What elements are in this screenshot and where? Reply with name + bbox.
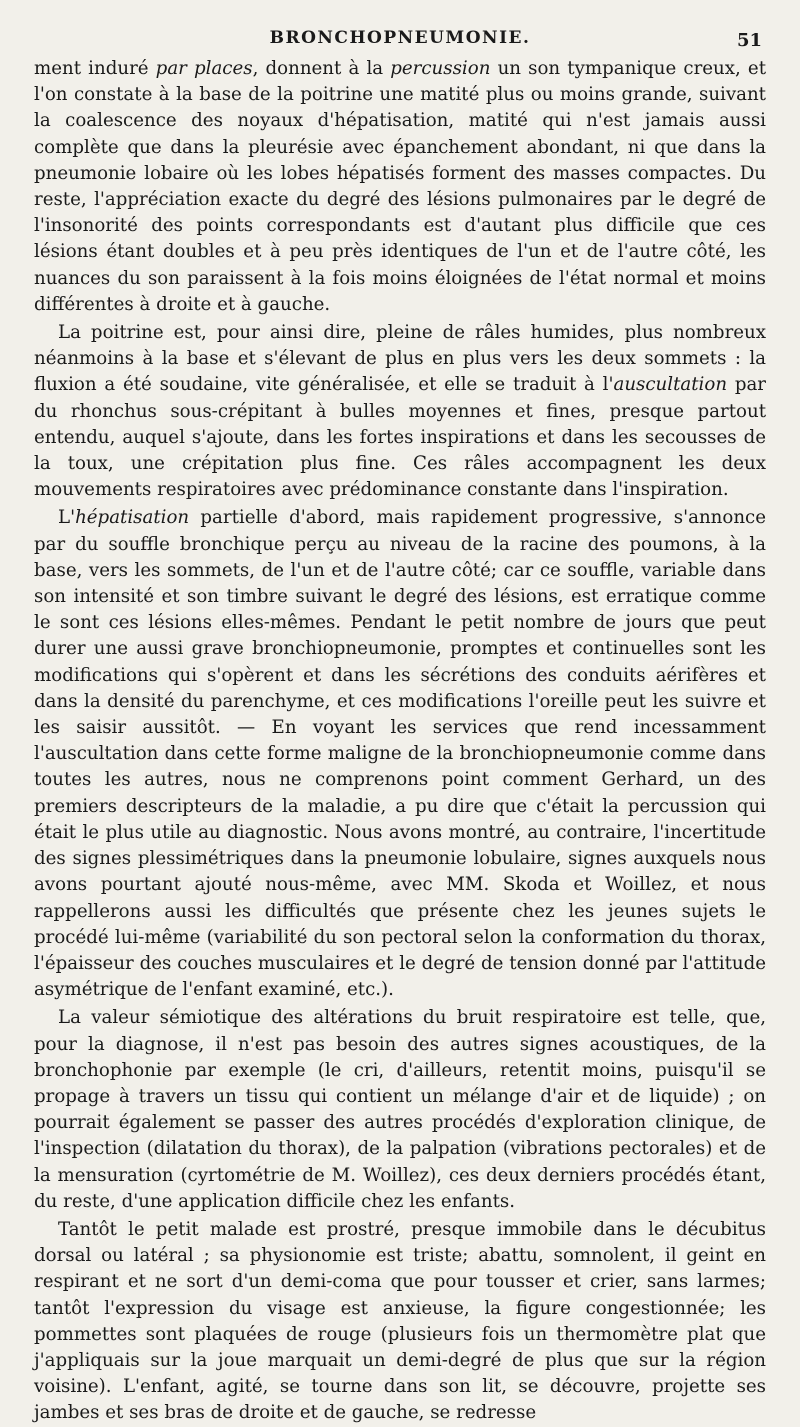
text-run: La valeur sémiotique des altérations du bruit respiratoire est telle, que, pour la diagnose, il n'est pas besoin des autres signes acoustiques, de la bronchophonie par exemple (le cri, d'ailleurs, retentit moins, puisqu'il se propage à travers un tissu qui contient un mélange d'air et de liquide) ; on pourrait également se passer des autres procédés d'exploration clinique, de l'inspection (dilatation du thorax), de la palpation (vibrations pectorales) et de la mensuration (cyrtométrie de M. Woillez), ces deux derniers procédés étant, du reste, d'une application difficile chez les enfants. — [34, 1007, 766, 1212]
text-run: partielle d'abord, mais rapidement progressive, s'annonce par du souffle bronchique perçu au niveau de la racine des poumons, à la base, vers les sommets, de l'un et de l'autre côté; car ce souffle, variable dans son intensité et son timbre suivant le degré des lésions, est erratique comme le sont ces lésions elles-mêmes. Pendant le petit nombre de jours que peut durer une aussi grave bronchiopneumonie, promptes et continuelles sont les modifications qui s'opèrent et dans les sécrétions des conduits aérifères et dans la densité du parenchyme, et ces modifications l'oreille peut les suivre et les saisir aussitôt. — En voyant les services que rend incessamment l'auscultation dans cette forme maligne de la bronchiopneumonie comme dans toutes les autres, nous ne comprenons point comment Gerhard, un des premiers descripteurs de la maladie, a pu dire que c'était la percussion qui était le plus utile au diagnostic. Nous avons montré, au contraire, l'incertitude des signes plessimétriques dans la pneumonie lobulaire, signes auxquels nous avons pourtant ajouté nous-même, avec MM. Skoda et Woillez, et nous rappellerons aussi les difficultés que présente chez les jeunes sujets le procédé lui-même (variabilité du son pectoral selon la conformation du thorax, l'épaisseur des couches musculaires et le degré de tension donné par l'attitude asymétrique de l'enfant examiné, etc.). — [34, 507, 766, 1001]
page-body — [34, 56, 766, 1427]
text-run: Tantôt le petit malade est prostré, presque immobile dans le décubitus dorsal ou latéral ; sa physionomie est triste; abattu, somnolent, il geint en respirant et ne sort d'un demi-coma que pour tousser et crier, sans larmes; tantôt l'expression du visage est anxieuse, la figure congestionnée; les pommettes sont plaquées de rouge (plusieurs fois un thermomètre plat que j'appliquais sur la joue marquait un demi-degré de plus que sur la région voisine). L'enfant, agité, se tourne dans son lit, se découvre, projette ses jambes et ses bras de droite et de gauche, se redresse — [34, 1218, 766, 1424]
running-title: BRONCHOPNEUMONIE. — [269, 28, 531, 48]
paragraph — [34, 320, 766, 503]
paragraph — [34, 1217, 766, 1427]
text-run: L' — [58, 507, 76, 529]
italic-text: auscultation — [613, 374, 728, 396]
page-number: 51 — [736, 30, 762, 51]
text-run: , donnent à la — [252, 58, 391, 79]
text-run: ment induré — [34, 58, 156, 79]
paragraph — [34, 56, 766, 318]
text-run: par du rhonchus sous-crépitant à bulles moyennes et fines, presque partout entendu, auquel s'ajoute, dans les fortes inspirations et dans les secousses de la toux, une crépitation plus fine. Ces râles accompagnent les deux mouvements respiratoires avec prédominance constante dans l'inspiration. — [34, 374, 766, 501]
paragraph — [34, 1005, 766, 1215]
italic-text: hépatisation — [75, 507, 190, 529]
italic-text: par places — [155, 58, 253, 79]
text-run: La poitrine est, pour ainsi dire, pleine de râles humides, plus nombreux néanmoins à la base et s'élevant de plus en plus vers les deux sommets : la fluxion a été soudaine, vite généralisée, et elle se traduit à l' — [34, 322, 766, 396]
text-run: un son tympanique creux, et l'on constate à la base de la poitrine une matité plus ou moins grande, suivant la coalescence des noyaux d'hépatisation, matité qui n'est jamais aussi complète que dans la pleurésie avec épanchement abondant, ni que dans la pneumonie lobaire où les lobes hépatisés forment des masses compactes. Du reste, l'appréciation exacte du degré des lésions pulmonaires par le degré de l'insonorité des points correspondants est d'autant plus difficile que ces lésions étant doubles et à peu près identiques de l'un et de l'autre côté, les nuances du son paraissent à la fois moins éloignées de l'état normal et moins différentes à droite et à gauche. — [34, 58, 767, 315]
paragraph — [34, 505, 766, 1003]
running-header — [34, 28, 766, 56]
italic-text: percussion — [390, 58, 491, 79]
